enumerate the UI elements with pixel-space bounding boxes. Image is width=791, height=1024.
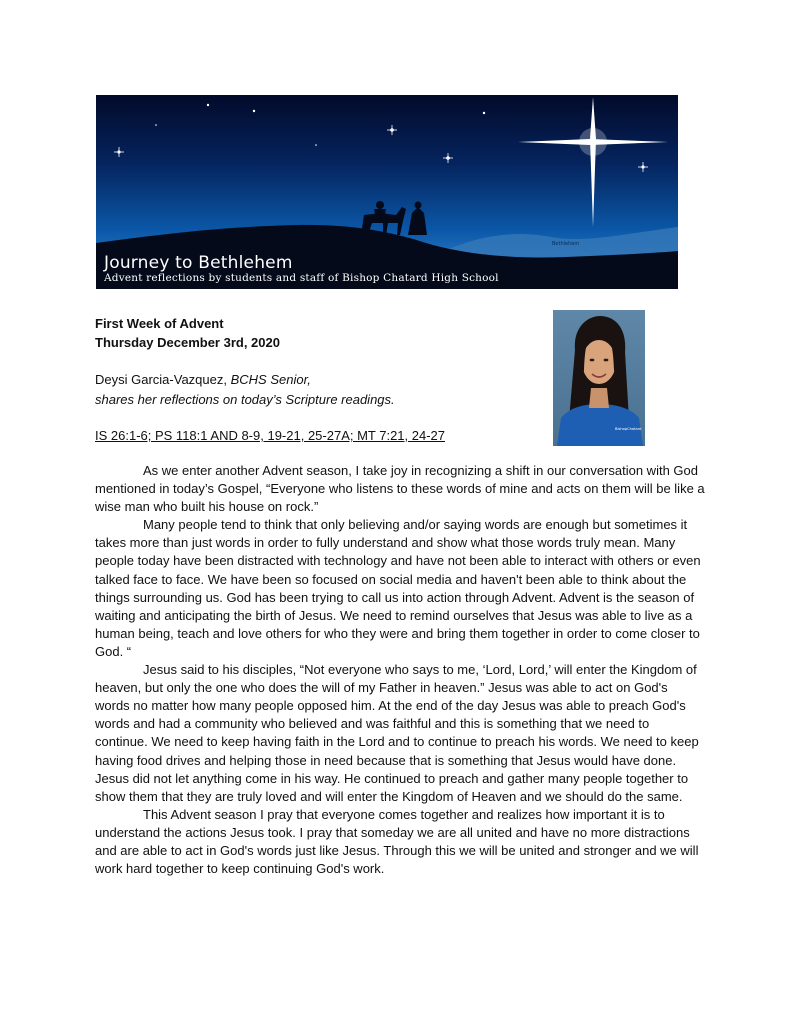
banner-image xyxy=(96,95,678,289)
author-byline xyxy=(95,370,395,410)
banner-title: Journey to Bethlehem xyxy=(104,253,293,273)
date-heading: Thursday December 3rd, 2020 xyxy=(95,335,280,350)
author-role: BCHS Senior, xyxy=(230,372,311,387)
paragraph: Many people tend to think that only believing and/or saying words are enough but sometimes it takes more than just words in order to fully understand and show what those words truly mean. Many people today have been distracted with technology and have not been able to interact with others or even talked face to face. We have been so focused on social media and haven't been able to think about the things surrounding us. God has been trying to call us into action through Advent. Advent is the season of waiting and anticipating the birth of Jesus. We need to remind ourselves that Jesus was able to live as a human being, teach and love others for who they were and bring them together in order to come closer to God. “ xyxy=(95,517,701,659)
author-tagline: shares her reflections on today’s Scripture readings. xyxy=(95,392,395,407)
portrait-illustration xyxy=(553,310,645,446)
star-of-bethlehem-icon xyxy=(518,97,668,227)
scripture-readings: IS 26:1-6; PS 118:1 AND 8-9, 19-21, 25-27A; MT 7:21, 24-27 xyxy=(95,428,446,443)
author-separator: , xyxy=(223,372,231,387)
paragraph: As we enter another Advent season, I take joy in recognizing a shift in our conversation with God mentioned in today’s Gospel, “Everyone who listens to these words of mine and acts on them will be like a wise man who built his house on rock.” xyxy=(95,463,705,515)
banner-subtitle: Advent reflections by students and staff of Bishop Chatard High School xyxy=(104,272,499,284)
author-name: Deysi Garcia-Vazquez xyxy=(95,372,224,387)
reflection-body xyxy=(95,462,705,878)
small-stars xyxy=(117,104,644,169)
paragraph: This Advent season I pray that everyone comes together and realizes how important it is to understand the actions Jesus took. I pray that someday we are all united and have no more distractions and are able to act in God's words just like Jesus. Through this we will be united and stronger and we will work hard together to keep continuing God's work. xyxy=(95,806,699,877)
paragraph: Jesus said to his disciples, “Not everyone who says to me, ‘Lord, Lord,’ will enter the Kingdom of heaven, but only the one who does the will of my Father in heaven.” Jesus was able to act on God's words no matter how many people opposed him. At the end of the day Jesus was able to preach God's words and had a community who believed and was faithful and this is something that we need to continue. We need to keep having faith in the Lord and to continue to preach his words. We need to keep having food drives and helping those in need because that is something that Jesus would have done. Jesus did not let anything come in his way. He continued to preach and gather many people together to show them that they are truly loved and will enter the Kingdom of Heaven and we should do the same. xyxy=(95,662,699,804)
week-heading: First Week of Advent xyxy=(95,316,224,331)
author-photo xyxy=(553,310,645,446)
twinkle-stars xyxy=(114,125,648,172)
town-label: Bethlehem xyxy=(552,241,580,247)
shirt-logo: BishopChatard xyxy=(615,427,642,431)
